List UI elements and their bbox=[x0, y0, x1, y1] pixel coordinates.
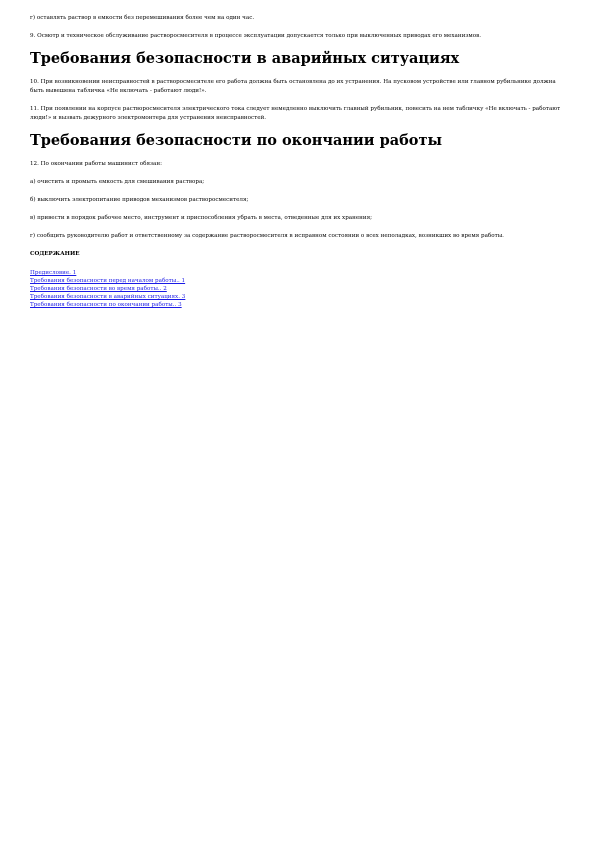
paragraph: 9. Осмотр и техническое обслуживание растворосмесителя в процессе эксплуатации допускается только при выключенных приводах его механизмов. bbox=[30, 33, 482, 39]
paragraph: 11. При появлении на корпусе растворосмесителя электрического тока следует немедленно выключить главный рубильник, повесить на нем табличку «Не включать - работают люди!» и вызвать дежурного электромонтера для устранения неисправностей. bbox=[30, 106, 561, 121]
paragraph: а) очистить и промыть емкость для смешивания раствора; bbox=[30, 179, 205, 185]
paragraph: г) оставлять раствор в емкости без перемешивания более чем на один час. bbox=[30, 15, 255, 21]
paragraph: б) выключить электропитание приводов механизмов растворосмесителя; bbox=[30, 197, 249, 203]
toc-link-emergency[interactable]: Требования безопасности в аварийных ситуациях. 3 bbox=[30, 294, 186, 300]
section-heading-end-of-work: Требования безопасности по окончании работы bbox=[30, 132, 442, 149]
toc-item bbox=[30, 277, 570, 285]
document-page bbox=[30, 14, 570, 309]
toc-item bbox=[30, 293, 570, 301]
toc-item bbox=[30, 285, 570, 293]
toc-link-end-of-work[interactable]: Требования безопасности по окончании работы.. 3 bbox=[30, 302, 182, 308]
toc-link-during-work[interactable]: Требования безопасности во время работы.. 2 bbox=[30, 286, 167, 292]
toc-link-before-work[interactable]: Требования безопасности перед началом работы.. 1 bbox=[30, 278, 186, 284]
paragraph: г) сообщить руководителю работ и ответственному за содержание растворосмесителя в исправном состоянии о всех неполадках, возникших во время работы. bbox=[30, 233, 504, 239]
section-heading-emergency: Требования безопасности в аварийных ситуациях bbox=[30, 50, 460, 67]
toc-title: СОДЕРЖАНИЕ bbox=[30, 251, 80, 257]
toc-link-preface[interactable]: Предисловие. 1 bbox=[30, 270, 77, 276]
paragraph: 12. По окончании работы машинист обязан: bbox=[30, 161, 162, 167]
toc-item bbox=[30, 269, 570, 277]
toc-item bbox=[30, 301, 570, 309]
paragraph: в) привести в порядок рабочее место, инструмент и приспособления убрать в места, отведенные для их хранения; bbox=[30, 215, 373, 221]
paragraph: 10. При возникновении неисправностей в растворосмесителе его работа должна быть остановлена до их устранения. На пусковом устройстве или главном рубильнике должна быть вывешена табличка «Не включать - работают люди!». bbox=[30, 79, 556, 94]
table-of-contents bbox=[30, 269, 570, 309]
